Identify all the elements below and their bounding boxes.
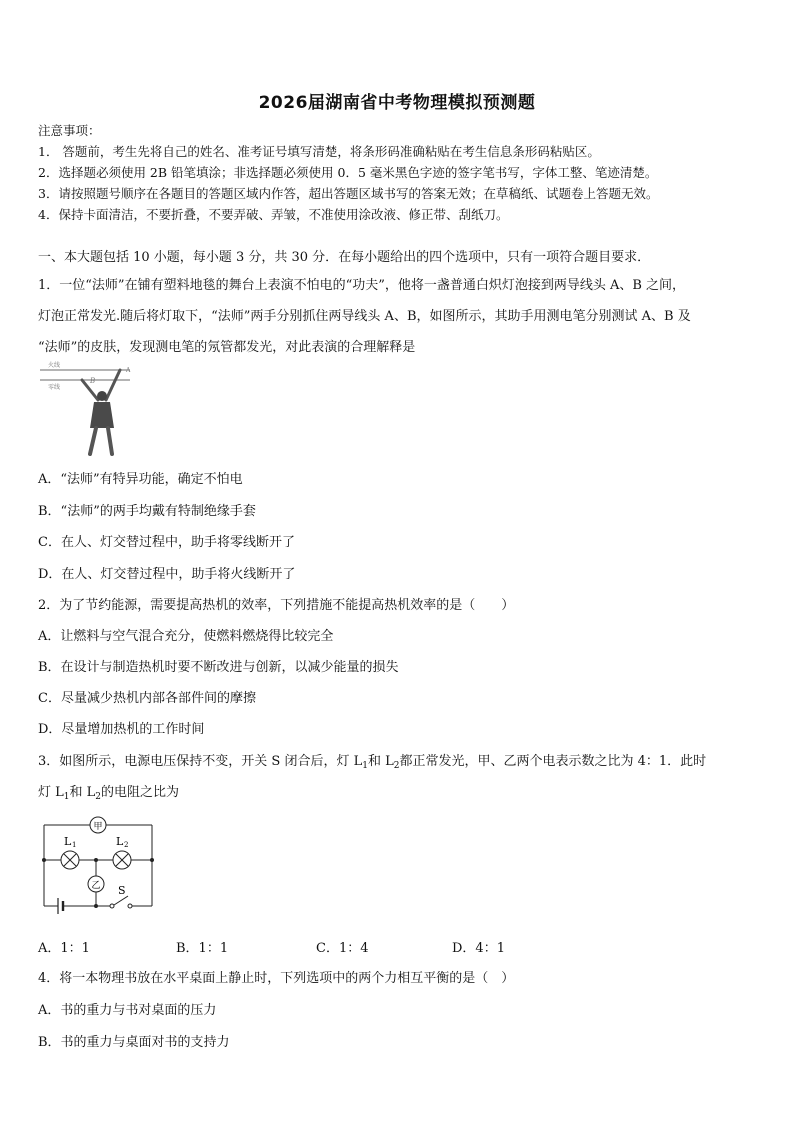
q3-subscript: 1 — [362, 761, 368, 771]
q1-stem-line2: 灯泡正常发光.随后将灯取下，“法师”两手分别抓住两导线头 A、B，如图所示，其助手用测电笔分别测试 A、B 及 — [38, 309, 691, 324]
q4-option-b: B．书的重力与桌面对书的支持力 — [38, 1035, 230, 1050]
q3-lamp1-sub: 1 — [72, 841, 77, 849]
q3-lamp2-sub: 2 — [124, 841, 129, 849]
q3-stem-part: 和 L — [69, 785, 96, 800]
q3-stem-part: 和 L — [367, 754, 394, 769]
q3-lamp1-label: L — [64, 835, 72, 848]
q2-option-c: C．尽量减少热机内部各部件间的摩擦 — [38, 691, 256, 706]
q3-meter-jia-label: 甲 — [93, 822, 103, 832]
q3-subscript: 2 — [393, 761, 400, 771]
q1-option-a: A．“法师”有特异功能，确定不怕电 — [38, 472, 243, 487]
q2-option-d: D．尽量增加热机的工作时间 — [38, 722, 205, 737]
q4-stem: 4．将一本物理书放在水平桌面上静止时，下列选项中的两个力相互平衡的是（ ） — [38, 971, 515, 986]
notice-item: 2．选择题必须使用 2B 铅笔填涂；非选择题必须使用 0．5 毫米黑色字迹的签字笔书写，字体工整、笔迹清楚。 — [38, 165, 658, 180]
notice-item: 3．请按照题号顺序在各题目的答题区域内作答，超出答题区域书写的答案无效；在草稿纸、试题卷上答题无效。 — [38, 186, 659, 201]
q3-option-d: D．4：1 — [452, 941, 505, 956]
q1-fig-a-label: A — [126, 367, 131, 374]
page-title: 2026届湖南省中考物理模拟预测题 — [258, 93, 536, 113]
q3-option-c: C．1：4 — [316, 941, 369, 956]
q1-stem-line1: 1．一位“法师”在铺有塑料地毯的舞台上表演不怕电的“功夫”，他将一盏普通白炽灯泡接到两导线头 A、B 之间， — [38, 278, 686, 293]
q3-meter-yi-label: 乙 — [91, 881, 101, 891]
q3-stem-line2 — [38, 781, 179, 802]
q3-option-b: B．1：1 — [176, 941, 229, 956]
q4-option-a: A．书的重力与书对桌面的压力 — [38, 1003, 217, 1018]
q3-stem-part: 的电阻之比为 — [101, 785, 180, 800]
notice-item: 1． 答题前，考生先将自己的姓名、准考证号填写清楚，将条形码准确粘贴在考生信息条形码粘贴区。 — [38, 144, 600, 159]
q3-switch-label: S — [118, 884, 126, 897]
q1-fig-live-label: 火线 — [48, 362, 61, 369]
q1-fig-neutral-label: 零线 — [48, 384, 61, 391]
q3-stem-line1 — [38, 750, 706, 771]
q3-circuit-diagram — [38, 810, 158, 916]
section-heading: 一、本大题包括 10 小题，每小题 3 分，共 30 分．在每小题给出的四个选项中，只有一项符合题目要求． — [38, 250, 651, 265]
q3-stem-part: 3．如图所示，电源电压保持不变，开关 S 闭合后，灯 L — [38, 754, 363, 769]
q2-option-a: A．让燃料与空气混合充分，使燃料燃烧得比较完全 — [38, 629, 334, 644]
q1-figure-person-wires — [38, 358, 138, 458]
notice-heading: 注意事项： — [38, 123, 101, 138]
q3-stem-part: 灯 L — [38, 785, 64, 800]
q1-option-c: C．在人、灯交替过程中，助手将零线断开了 — [38, 535, 295, 550]
q3-lamp2-label: L — [116, 835, 124, 848]
q3-subscript: 1 — [63, 792, 70, 802]
q2-option-b: B．在设计与制造热机时要不断改进与创新，以减少能量的损失 — [38, 660, 399, 675]
q1-stem-line3: “法师”的皮肤，发现测电笔的氖管都发光，对此表演的合理解释是 — [38, 340, 416, 355]
q3-stem-part: 都正常发光，甲、乙两个电表示数之比为 4：1．此时 — [399, 754, 707, 769]
notice-item: 4．保持卡面清洁，不要折叠，不要弄破、弄皱，不准使用涂改液、修正带、刮纸刀。 — [38, 207, 509, 222]
q2-stem: 2．为了节约能源，需要提高热机的效率，下列措施不能提高热机效率的是（ ） — [38, 598, 515, 613]
q3-option-a: A．1：1 — [38, 941, 90, 956]
q3-subscript: 2 — [95, 792, 101, 802]
q1-option-d: D．在人、灯交替过程中，助手将火线断开了 — [38, 567, 296, 582]
q1-option-b: B．“法师”的两手均戴有特制绝缘手套 — [38, 504, 256, 519]
q1-fig-b-label: B — [90, 377, 96, 385]
